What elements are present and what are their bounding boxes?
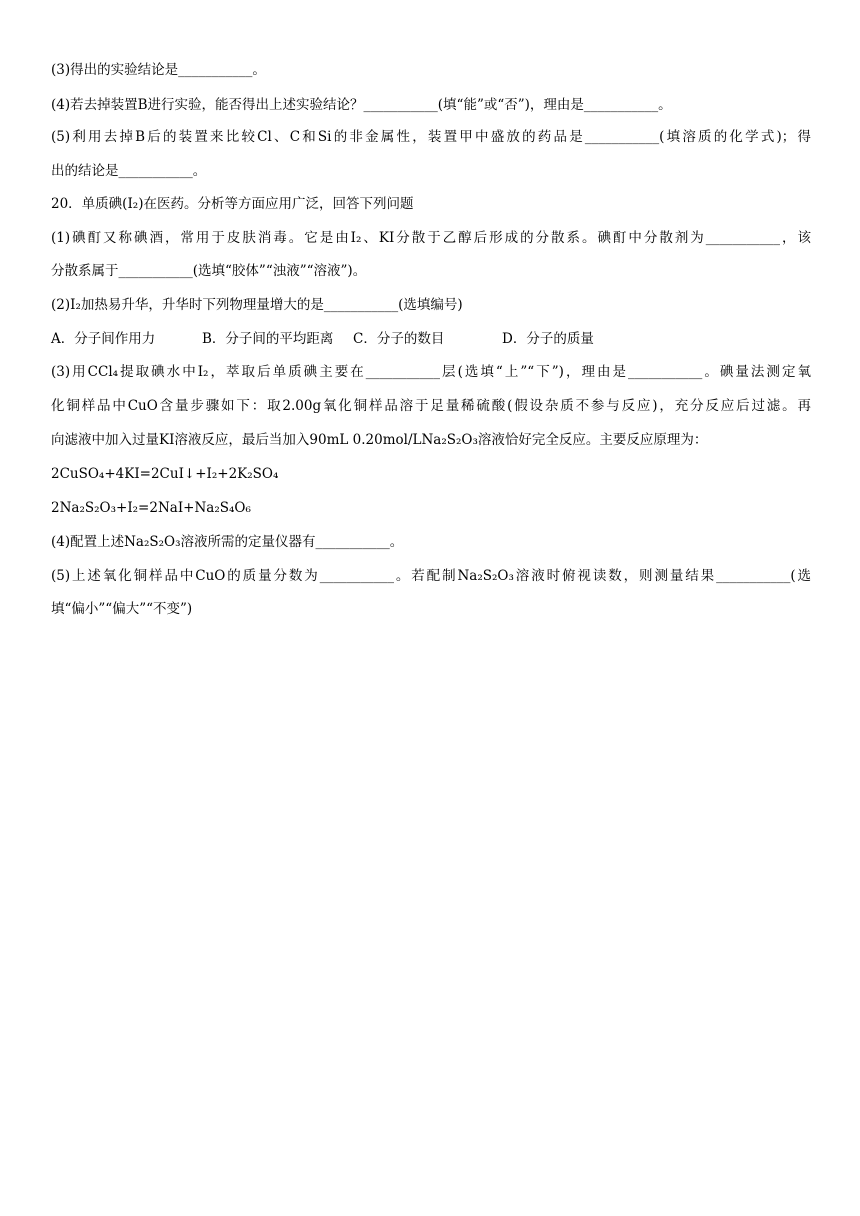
q3-conclusion-line: (3)得出的实验结论是___________。 — [51, 62, 266, 78]
q20-1-line: (1)碘酊又称碘酒，常用于皮肤消毒。它是由I₂、KI分散于乙醇后形成的分散系。碘酊中分散剂为___________，该 — [51, 230, 811, 246]
q5-nonmetal-line: (5)利用去掉B后的装置来比较Cl、C和Si的非金属性，装置甲中盛放的药品是___________(填溶质的化学式)；得 — [51, 129, 811, 145]
option-d: D．分子的质量 — [502, 331, 594, 347]
q20-2-line: (2)I₂加热易升华，升华时下列物理量增大的是___________(选填编号) — [51, 297, 463, 313]
q20-3-cont-line-1: 化铜样品中CuO含量步骤如下：取2.00g氧化铜样品溶于足量稀硫酸(假设杂质不参与反应)，充分反应后过滤。再 — [51, 398, 811, 414]
option-a: A．分子间作用力 — [51, 331, 156, 347]
q20-heading: 20．单质碘(I₂)在医药。分析等方面应用广泛，回答下列问题 — [51, 196, 414, 212]
q4-remove-b-line: (4)若去掉装置B进行实验，能否得出上述实验结论？___________(填“能”或“否”)，理由是___________。 — [51, 97, 672, 113]
q20-5-cont-line: 填“偏小”“偏大”“不变”) — [51, 601, 193, 617]
q20-2-options — [51, 329, 811, 349]
equation-1: 2CuSO₄+4KI=2CuI↓+I₂+2K₂SO₄ — [51, 466, 279, 482]
q20-4-line: (4)配置上述Na₂S₂O₃溶液所需的定量仪器有___________。 — [51, 534, 404, 550]
q20-5-line: (5)上述氧化铜样品中CuO的质量分数为___________。若配制Na₂S₂O₃溶液时俯视读数，则测量结果___________(选 — [51, 568, 811, 584]
equation-2: 2Na₂S₂O₃+I₂=2NaI+Na₂S₄O₆ — [51, 500, 251, 516]
q20-1-cont-line: 分散系属于___________(选填“胶体”“浊液”“溶液”)。 — [51, 263, 367, 279]
option-c: C．分子的数目 — [353, 331, 445, 347]
q5-conclusion-line: 出的结论是___________。 — [51, 163, 207, 179]
q20-3-line: (3)用CCl₄提取碘水中I₂，萃取后单质碘主要在___________层(选填“上”“下”)，理由是___________。碘量法测定氧 — [51, 364, 811, 380]
q20-3-cont-line-2: 向滤液中加入过量KI溶液反应，最后当加入90mL 0.20mol/LNa₂S₂O₃溶液恰好完全反应。主要反应原理为： — [51, 432, 708, 448]
option-b: B．分子间的平均距离 — [202, 331, 334, 347]
